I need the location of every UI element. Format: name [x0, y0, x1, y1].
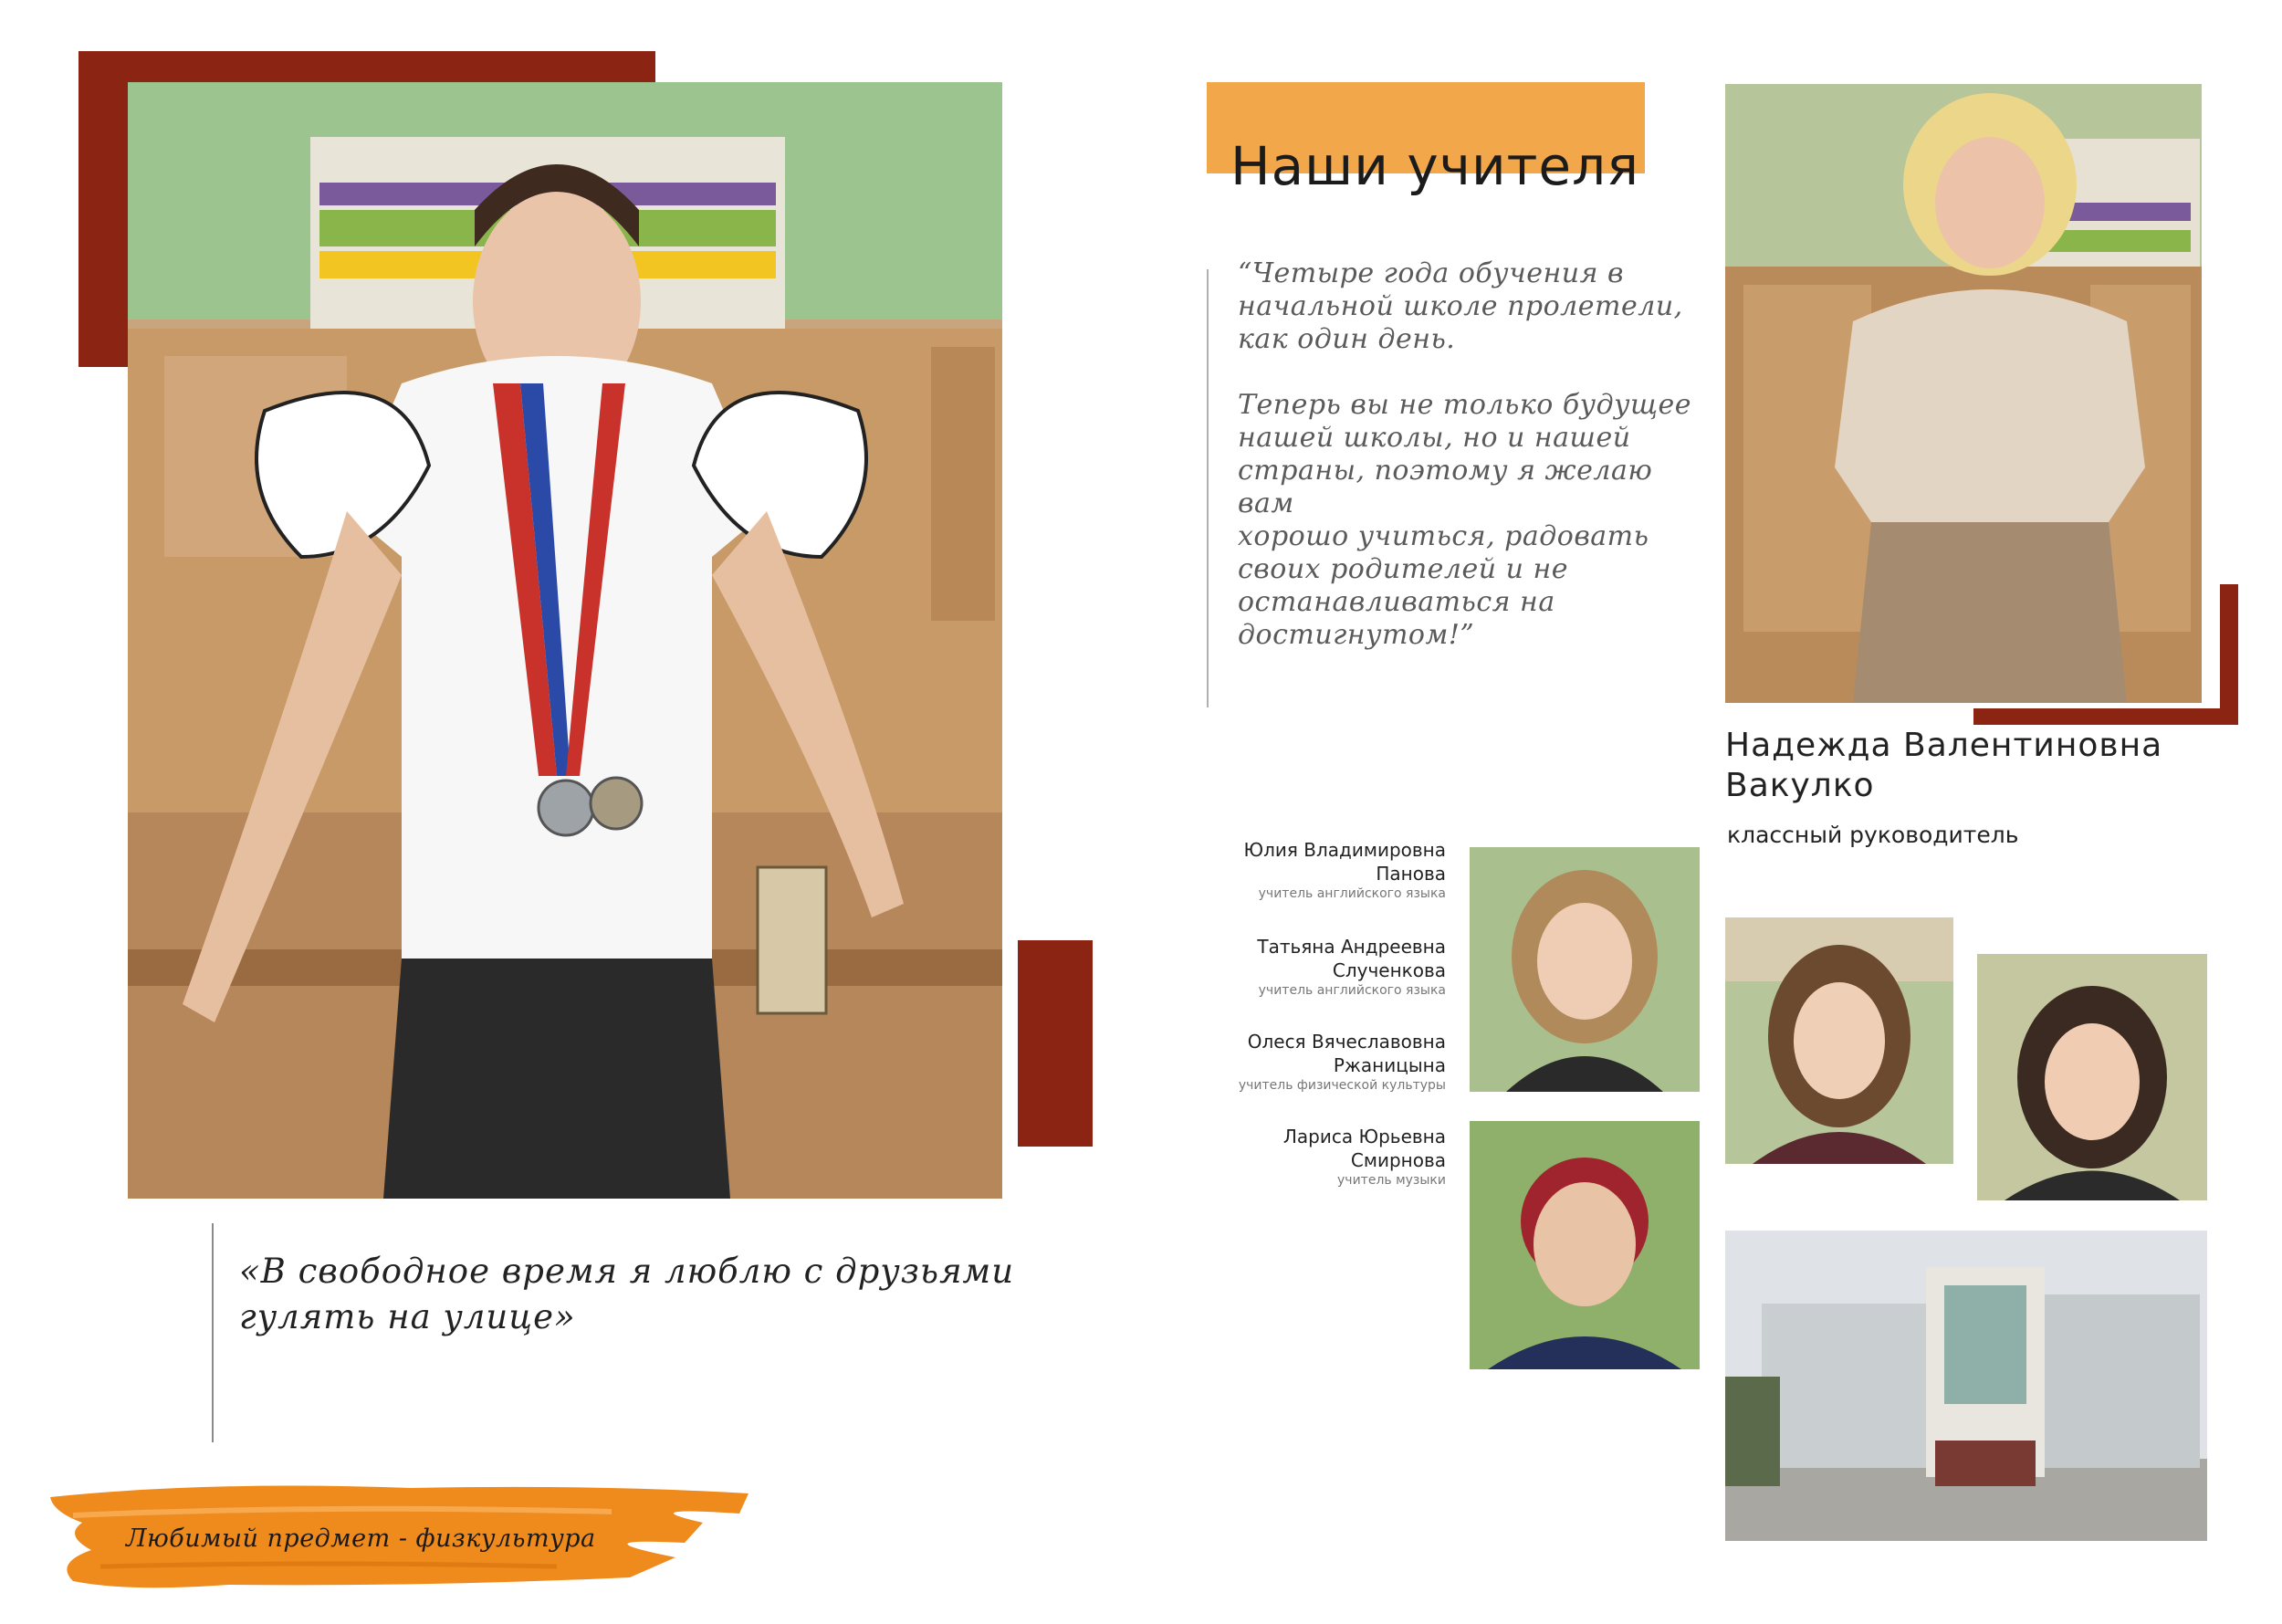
staff-name-line-2: Ржаницына [1333, 1054, 1446, 1076]
student-quote-line-1: «В свободное время я люблю с друзьями [239, 1252, 1015, 1291]
staff-photo-pe-teacher [1977, 954, 2207, 1200]
staff-photo-music-teacher [1470, 1121, 1700, 1369]
staff-name-line-2: Слученкова [1332, 959, 1446, 981]
class-teacher-name [1725, 726, 2162, 806]
class-teacher-quote: “Четыре года обучения в начальной школе пролетели, как один день. Теперь вы не только будущее нашей школы, но и нашей страны, поэтому я желаю вам хорошо учиться, радовать своих родителей и не останавливаться на достигнутом!” [1238, 257, 1692, 651]
staff-role: учитель музыки [1337, 1173, 1446, 1188]
quote-divider-line [212, 1223, 214, 1442]
staff-name-line-1: Татьяна Андреевна [1257, 936, 1446, 958]
staff-role: учитель английского языка [1258, 886, 1446, 901]
staff-photo-english-teacher-2 [1725, 917, 1953, 1164]
staff-name-line-2: Панова [1376, 863, 1446, 885]
staff-name-line-1: Лариса Юрьевна [1282, 1126, 1446, 1147]
class-teacher-name-line-2: Вакулко [1725, 767, 1875, 804]
staff-photo-english-teacher-1 [1470, 847, 1700, 1092]
favorite-subject-label: Любимый предмет - физкультура [126, 1524, 596, 1553]
staff-name-line-1: Юлия Владимировна [1243, 839, 1446, 861]
school-building-photo [1725, 1231, 2207, 1541]
teacher-quote-divider [1207, 269, 1209, 707]
staff-entry [1172, 838, 1446, 902]
staff-role: учитель физической культуры [1238, 1078, 1446, 1093]
staff-name-line-2: Смирнова [1350, 1149, 1446, 1171]
class-teacher-name-line-1: Надежда Валентиновна [1725, 727, 2163, 764]
student-quote-line-2: гулять на улице» [239, 1297, 576, 1336]
staff-role: учитель английского языка [1258, 983, 1446, 998]
staff-entry [1172, 935, 1446, 999]
class-teacher-photo [1725, 84, 2202, 703]
student-photo [128, 82, 1002, 1199]
staff-entry [1172, 1125, 1446, 1189]
decor-red-block-right-middle [1018, 940, 1093, 1147]
staff-entry [1172, 1030, 1446, 1094]
staff-name-line-1: Олеся Вячеславовна [1247, 1031, 1446, 1053]
student-quote [239, 1249, 1024, 1340]
page-title: Наши учителя [1230, 135, 1640, 197]
class-teacher-role: классный руководитель [1727, 822, 2019, 848]
